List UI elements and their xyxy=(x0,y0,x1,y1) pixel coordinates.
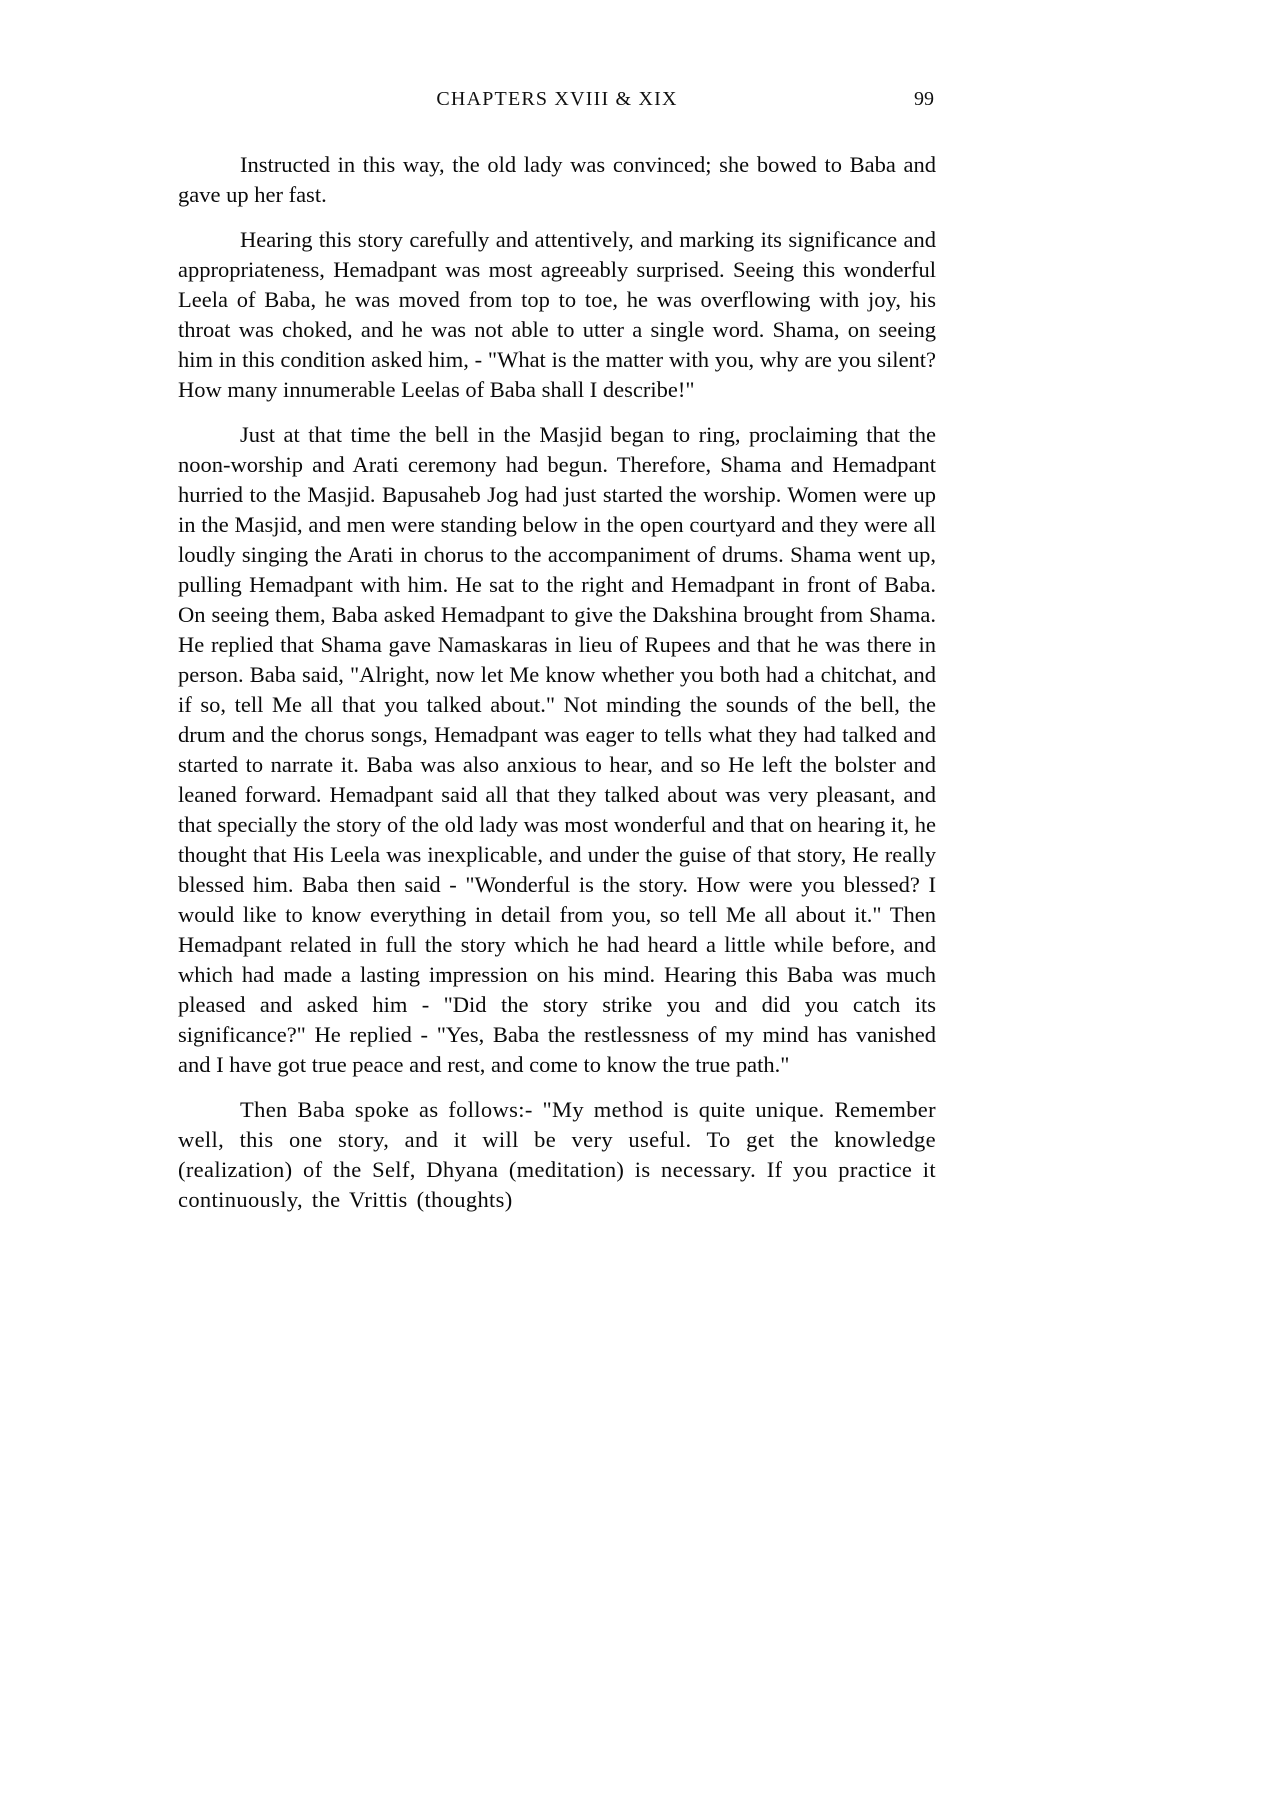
paragraph-3: Just at that time the bell in the Masjid began to ring, proclaiming that the noon-worship and Arati ceremony had begun. Therefore, Shama and Hemadpant hurried to the Masjid. Bapusaheb Jog had just started the worship. Women were up in the Masjid, and men were standing below in the open courtyard and they were all loudly singing the Arati in chorus to the accompaniment of drums. Shama went up, pulling Hemadpant with him. He sat to the right and Hemadpant in front of Baba. On seeing them, Baba asked Hemadpant to give the Dakshina brought from Shama. He replied that Shama gave Namaskaras in lieu of Rupees and that he was there in person. Baba said, "Alright, now let Me know whether you both had a chitchat, and if so, tell Me all that you talked about." Not minding the sounds of the bell, the drum and the chorus songs, Hemadpant was eager to tells what they had talked and started to narrate it. Baba was also anxious to hear, and so He left the bolster and leaned forward. Hemadpant said all that they talked about was very pleasant, and that specially the story of the old lady was most wonderful and that on hearing it, he thought that His Leela was inexplicable, and under the guise of that story, He really blessed him. Baba then said - "Wonderful is the story. How were you blessed? I would like to know everything in detail from you, so tell Me all about it." Then Hemadpant related in full the story which he had heard a little while before, and which had made a lasting impression on his mind. Hearing this Baba was much pleased and asked him - "Did the story strike you and did you catch its significance?" He replied - "Yes, Baba the restlessness of my mind has vanished and I have got true peace and rest, and come to know the true path." xyxy=(178,422,936,1077)
paragraph-2: Hearing this story carefully and attentively, and marking its significance and appropriateness, Hemadpant was most agreeably surprised. Seeing this wonderful Leela of Baba, he was moved from top to toe, he was overflowing with joy, his throat was choked, and he was not able to utter a single word. Shama, on seeing him in this condition asked him, - "What is the matter with you, why are you silent? How many innumerable Leelas of Baba shall I describe!" xyxy=(178,227,936,402)
running-header xyxy=(178,88,936,120)
paragraph-1: Instructed in this way, the old lady was convinced; she bowed to Baba and gave up her fast. xyxy=(178,152,936,207)
paragraph-4: Then Baba spoke as follows:- "My method is quite unique. Remember well, this one story, and it will be very useful. To get the knowledge (realization) of the Self, Dhyana (meditation) is necessary. If you practice it continuously, the Vrittis (thoughts) xyxy=(178,1097,936,1212)
chapter-title: CHAPTERS XVIII & XIX xyxy=(436,88,678,110)
body-text xyxy=(178,150,936,1215)
page-number: 99 xyxy=(914,88,934,110)
page-content xyxy=(178,88,936,1215)
